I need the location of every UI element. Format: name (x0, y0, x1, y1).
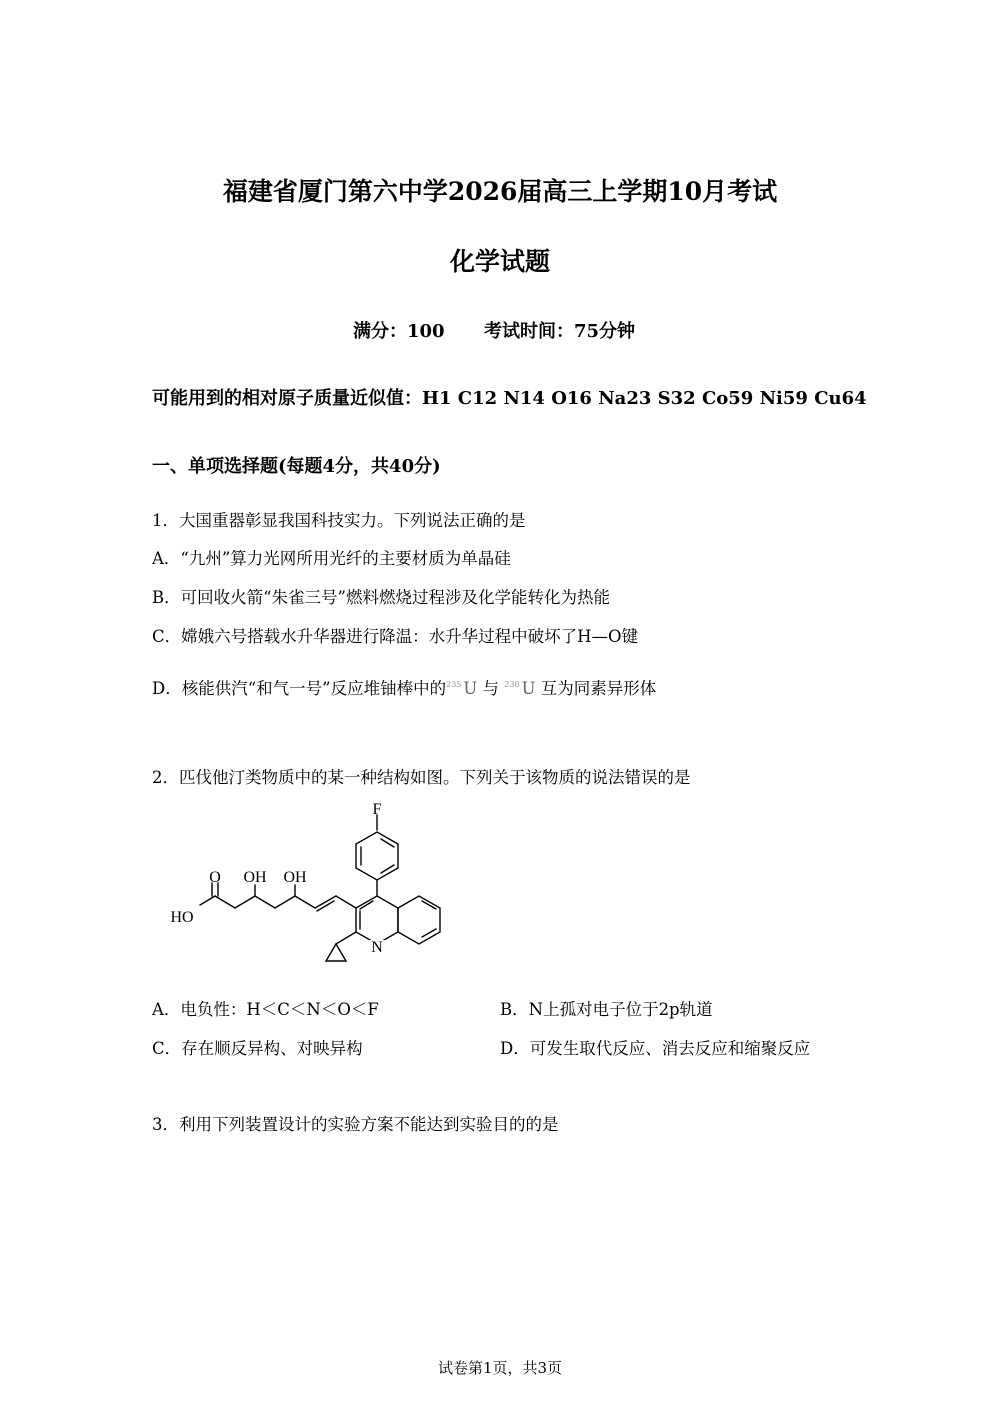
isotope-238-symbol: U (521, 679, 536, 698)
exam-time: 考试时间：75分钟 (484, 321, 636, 342)
option-d-prefix: D．核能供汽“和气一号”反应堆铀棒中的 (152, 679, 447, 698)
isotope-235-symbol: U (463, 679, 478, 698)
question-2-option-c: C．存在顺反异构、对映异构 (152, 1039, 363, 1058)
nitrogen-label: N (371, 939, 383, 956)
question-2-option-b: B．N上孤对电子位于2p轨道 (500, 1000, 713, 1019)
hydroxyl-label-2: OH (283, 869, 307, 886)
question-2-option-a: A．电负性：H＜C＜N＜O＜F (152, 1000, 379, 1019)
hydroxyl-label-1: OH (243, 869, 267, 886)
pitavastatin-structure-image (160, 795, 450, 980)
section-heading: 一、单项选择题(每题4分，共40分) (152, 456, 441, 477)
question-1-stem: 1．大国重器彰显我国科技实力。下列说法正确的是 (152, 511, 526, 530)
question-1-option-b: B．可回收火箭“朱雀三号”燃料燃烧过程涉及化学能转化为热能 (152, 588, 610, 607)
atomic-masses: 可能用到的相对原子质量近似值：H1 C12 N14 O16 Na23 S32 Co59 Ni59 Cu64 (152, 388, 867, 409)
question-1-option-a: A．“九州”算力光网所用光纤的主要材质为单晶硅 (152, 549, 511, 568)
carbonyl-oxygen-label: O (209, 869, 221, 886)
question-2-stem: 2．匹伐他汀类物质中的某一种结构如图。下列关于该物质的说法错误的是 (152, 768, 691, 787)
full-score: 满分：100 (353, 321, 445, 342)
fluorine-label: F (372, 801, 382, 818)
carboxyl-ho-label: HO (170, 909, 194, 926)
option-d-mid: 与 (482, 679, 500, 698)
question-3-stem: 3．利用下列装置设计的实验方案不能达到实验目的的是 (152, 1115, 559, 1134)
option-d-suffix: 互为同素异形体 (540, 679, 657, 698)
question-2-option-d: D．可发生取代反应、消去反应和缩聚反应 (500, 1039, 811, 1058)
exam-title: 福建省厦门第六中学2026届高三上学期10月考试 (222, 177, 778, 206)
isotope-235-mass: 235 (446, 680, 462, 689)
page-footer: 试卷第1页，共3页 (437, 1359, 563, 1377)
question-1-option-c: C．嫦娥六号搭载水升华器进行降温：水升华过程中破坏了H—O键 (152, 627, 639, 646)
question-1-option-d (152, 675, 656, 699)
exam-subtitle: 化学试题 (449, 247, 550, 276)
isotope-238-mass: 238 (504, 680, 520, 689)
